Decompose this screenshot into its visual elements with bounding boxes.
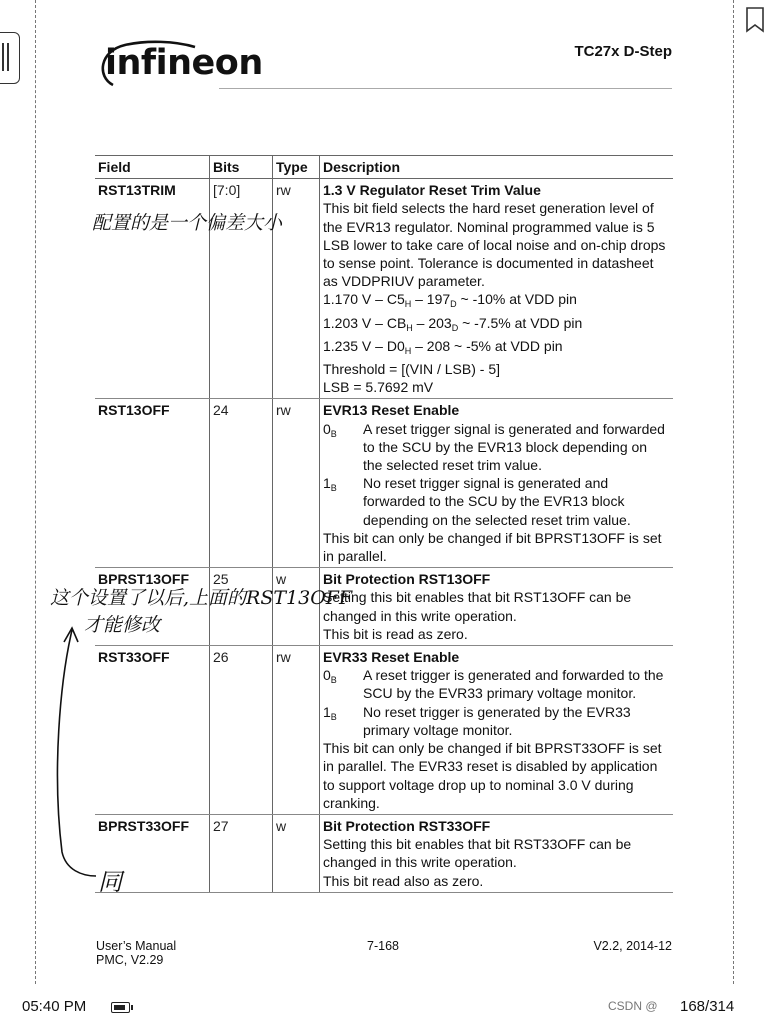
field-type: w bbox=[273, 568, 320, 646]
footer-manual-title: User’s Manual bbox=[96, 939, 177, 953]
field-bits: 27 bbox=[210, 814, 273, 892]
handwritten-note: 配置的是一个偏差大小 bbox=[92, 212, 283, 234]
table-header-row bbox=[95, 156, 673, 179]
threshold-line: Threshold = [(VIN / LSB) - 5] bbox=[323, 361, 501, 378]
formula-line: 1.235 V – $D0_H - 208$ ~ -5% at VDD pin bbox=[323, 337, 563, 356]
field-type: rw bbox=[273, 646, 320, 815]
description-note: This bit read also as zero. bbox=[323, 872, 484, 889]
field-name: BPRST33OFF bbox=[95, 814, 210, 892]
status-time: 05:40 PM bbox=[22, 998, 87, 1015]
field-description bbox=[320, 399, 674, 568]
csdn-watermark: CSDN @ bbox=[608, 999, 658, 1013]
description-note: This bit can only be changed if bit BPRST13OFF is set in parallel. bbox=[323, 529, 662, 565]
left-margin-line bbox=[35, 0, 36, 984]
field-description bbox=[320, 646, 674, 815]
footer-manual bbox=[96, 939, 176, 967]
description-text: This bit field selects the hard reset generation level of the EVR13 regulator. Nominal programmed value is 5 LSB lower to take care of local noise and on-chip drops to sense point. Tolerance is documented in datasheet as VDDPRIUV parameter. bbox=[323, 200, 666, 290]
field-type: rw bbox=[273, 399, 320, 568]
description-title: Bit Protection RST13OFF bbox=[323, 571, 491, 588]
footer-manual-version: PMC, V2.29 bbox=[96, 953, 164, 967]
formula-line: 1.170 V – $C5_H - 197_D$ ~ -10% at VDD pin bbox=[323, 291, 577, 310]
field-description bbox=[320, 568, 674, 646]
field-type: w bbox=[273, 814, 320, 892]
col-header-type: Type bbox=[273, 156, 320, 179]
field-bits: 25 bbox=[210, 568, 273, 646]
handwritten-note: 这个设置了以后,上面的RST13OFF bbox=[50, 587, 353, 609]
table-row bbox=[95, 814, 673, 892]
logo-text: infineon bbox=[105, 43, 263, 83]
table-row bbox=[95, 646, 673, 815]
encoding-entry: $1_B$ No reset trigger is generated by the EVR33 primary voltage monitor. bbox=[323, 703, 631, 738]
description-note: This bit can only be changed if bit BPRST33OFF is set in parallel. The EVR33 reset is disabled by application to support voltage drop up to nominal 3.0 V during cranking. bbox=[323, 740, 662, 811]
col-header-description: Description bbox=[320, 156, 674, 179]
handwritten-note: 才能修改 bbox=[84, 614, 161, 636]
field-bits: [7:0] bbox=[210, 179, 273, 399]
lsb-line: LSB = 5.7692 mV bbox=[323, 379, 434, 396]
description-title: EVR13 Reset Enable bbox=[323, 402, 460, 419]
field-name: RST13OFF bbox=[95, 399, 210, 568]
reader-page-indicator[interactable]: 168/314 bbox=[680, 998, 735, 1015]
col-header-field: Field bbox=[95, 156, 210, 179]
description-title: Bit Protection RST33OFF bbox=[323, 817, 491, 834]
encoding-entry: $0_B$ A reset trigger is generated and forwarded to the SCU by the EVR33 primary voltage monitor. bbox=[323, 667, 664, 702]
table-row bbox=[95, 399, 673, 568]
field-description bbox=[320, 814, 674, 892]
description-note: This bit is read as zero. bbox=[323, 625, 468, 642]
field-bits: 24 bbox=[210, 399, 273, 568]
description-title: EVR33 Reset Enable bbox=[323, 649, 460, 666]
header-divider bbox=[219, 88, 672, 89]
description-title: 1.3 V Regulator Reset Trim Value bbox=[323, 182, 541, 199]
register-table bbox=[95, 155, 673, 893]
encoding-entry: $0_B$ A reset trigger signal is generated and forwarded to the SCU by the EVR13 block depending on the selected reset trim value. bbox=[323, 420, 665, 474]
infineon-logo bbox=[95, 37, 263, 93]
menu-toggle-button[interactable] bbox=[0, 32, 20, 84]
handwritten-arrow bbox=[52, 622, 112, 882]
field-description bbox=[320, 179, 674, 399]
field-name: RST33OFF bbox=[95, 646, 210, 815]
doc-title: TC27x D-Step bbox=[574, 43, 672, 60]
right-margin-line bbox=[733, 0, 734, 984]
description-note: Setting this bit enables that bit RST13OFF can be changed in this write operation. bbox=[323, 589, 632, 624]
battery-icon bbox=[111, 1002, 130, 1013]
col-header-bits: Bits bbox=[210, 156, 273, 179]
field-type: rw bbox=[273, 179, 320, 399]
bookmark-icon[interactable] bbox=[744, 6, 766, 34]
field-bits: 26 bbox=[210, 646, 273, 815]
field-name: BPRST13OFF bbox=[95, 568, 210, 646]
footer-doc-version: V2.2, 2014-12 bbox=[593, 939, 672, 953]
footer-page-number: 7-168 bbox=[367, 939, 399, 953]
formula-line: 1.203 V – $CB_H - 203_D$ ~ -7.5% at VDD pin bbox=[323, 314, 583, 333]
description-note: Setting this bit enables that bit RST33OFF can be changed in this write operation. bbox=[323, 836, 632, 871]
handwritten-note: 同 bbox=[98, 868, 122, 896]
encoding-entry: $1_B$ No reset trigger signal is generated and forwarded to the SCU by the EVR13 block depending on the selected reset trim value. bbox=[323, 475, 631, 528]
field-name: RST13TRIM bbox=[95, 179, 210, 399]
